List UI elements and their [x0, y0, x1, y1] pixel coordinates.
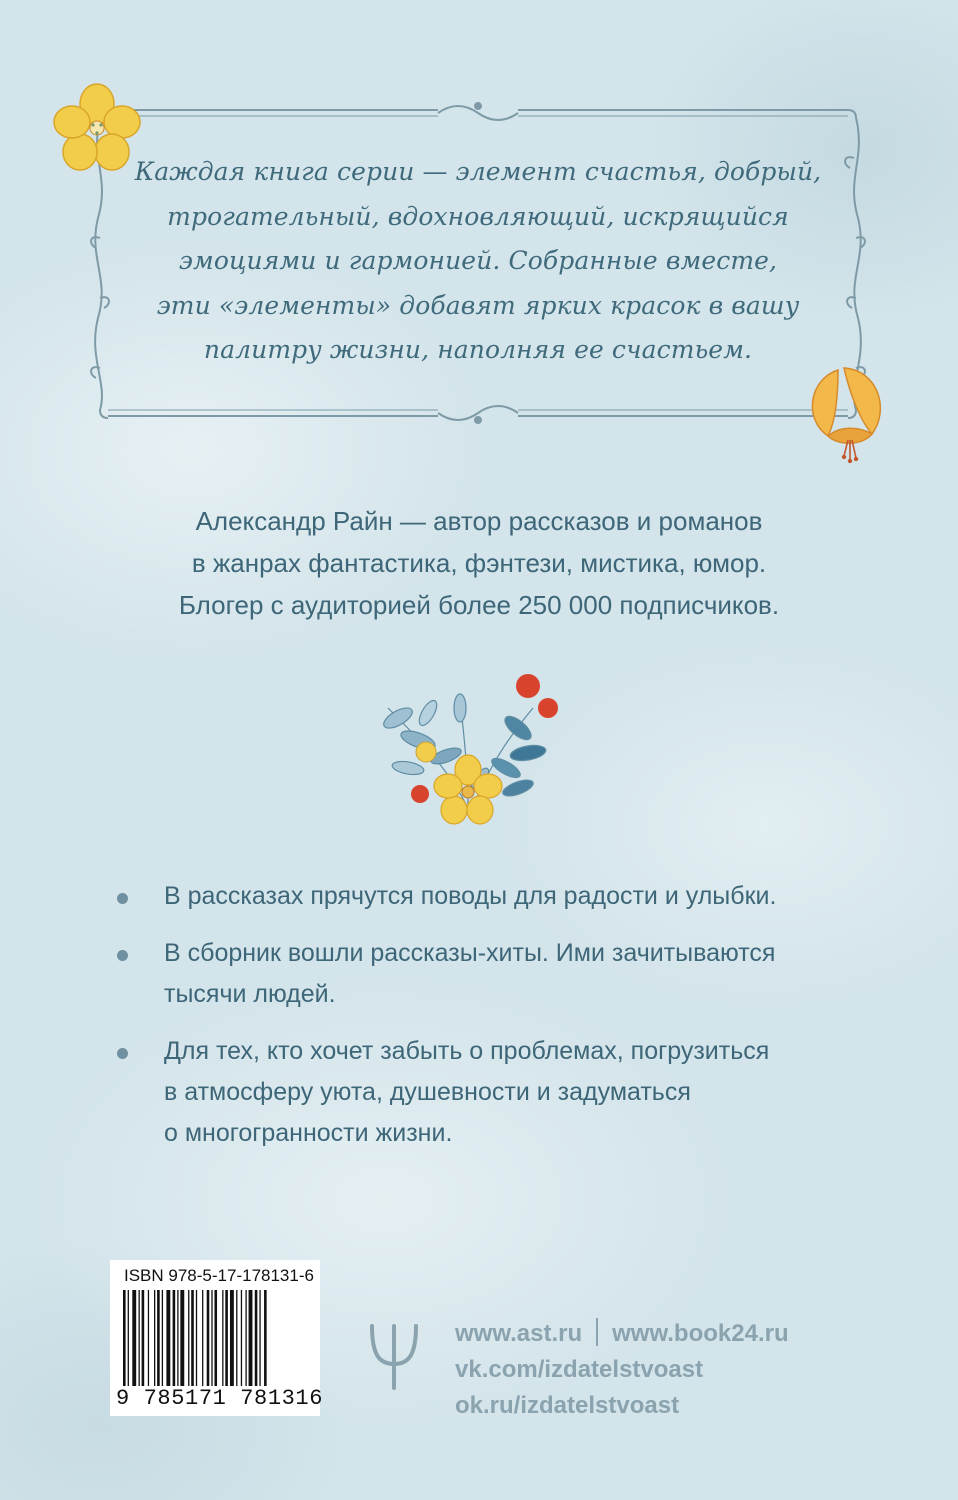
bouquet-illustration	[368, 668, 568, 838]
list-item	[112, 933, 872, 1015]
quote-line: Каждая книга серии — элемент счастья, добрый,	[134, 157, 822, 186]
link-book24[interactable]: www.book24.ru	[612, 1320, 789, 1347]
link-vk[interactable]: vk.com/izdatelstvoast	[455, 1356, 704, 1383]
link-ok[interactable]: ok.ru/izdatelstvoast	[455, 1392, 680, 1419]
author-bio-line: в жанрах фантастика, фэнтези, мистика, юмор.	[191, 548, 767, 578]
psi-logo-icon	[366, 1322, 422, 1392]
quote-line: палитру жизни, наполняя ее счастьем.	[203, 335, 753, 364]
bullet-dot-icon	[117, 893, 128, 904]
author-bio-line: Блогер с аудиторией более 250 000 подписчиков.	[178, 590, 780, 620]
isbn-barcode-block	[110, 1260, 324, 1416]
isbn-label: ISBN 978-5-17-178131-6	[124, 1266, 314, 1285]
link-ast[interactable]: www.ast.ru	[455, 1320, 583, 1347]
list-item-line: В рассказах прячутся поводы для радости и улыбки.	[164, 882, 777, 910]
list-item-line: тысячи людей.	[164, 980, 336, 1008]
bullet-dot-icon	[117, 1048, 128, 1059]
barcode-icon	[123, 1290, 307, 1390]
author-bio-line: Александр Райн — автор рассказов и романов	[195, 506, 763, 536]
orange-flower-icon	[798, 360, 898, 464]
list-item-line: о многогранности жизни.	[164, 1119, 453, 1147]
publisher-links	[455, 1316, 789, 1424]
list-item	[112, 876, 872, 917]
quote-line: эти «элементы» добавят ярких красок в вашу	[156, 290, 800, 320]
quote-line: трогательный, вдохновляющий, искрящийся	[167, 201, 789, 231]
bullet-dot-icon	[117, 950, 128, 961]
list-item-line: Для тех, кто хочет забыть о проблемах, погрузиться	[164, 1037, 770, 1065]
list-item-line: В сборник вошли рассказы-хиты. Ими зачитываются	[164, 939, 776, 967]
series-quote	[118, 150, 838, 373]
isbn-digits: 9 785171 781316	[116, 1386, 324, 1411]
quote-line: эмоциями и гармонией. Собранные вместе,	[178, 246, 778, 275]
divider	[596, 1318, 598, 1346]
feature-list	[112, 876, 872, 1170]
list-item-line: в атмосферу уюта, душевности и задуматься	[164, 1078, 691, 1106]
list-item	[112, 1031, 872, 1154]
author-bio	[60, 500, 898, 626]
